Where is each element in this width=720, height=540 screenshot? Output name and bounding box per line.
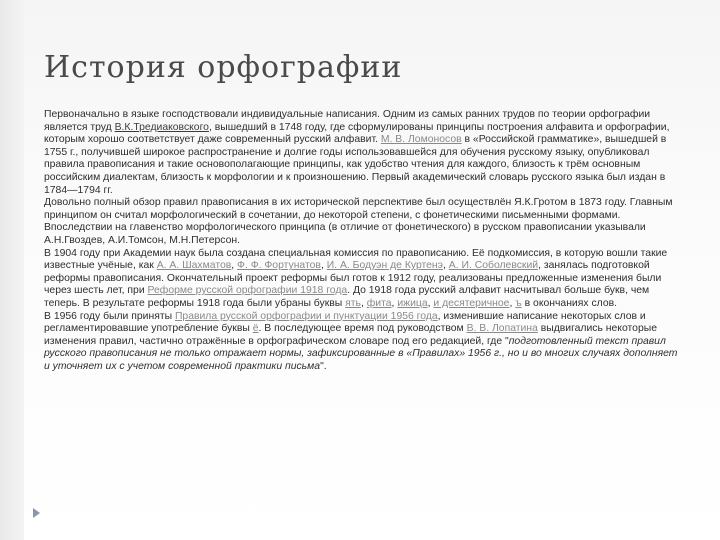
p3-sep-7: ,: [509, 297, 516, 309]
link-yat[interactable]: ять: [345, 297, 361, 309]
slide-left-bar: [0, 0, 24, 540]
p3-text-4: в окончаниях слов.: [521, 297, 618, 309]
p3-sep-5: ,: [391, 297, 398, 309]
p3-sep-3: ,: [442, 260, 449, 272]
p4-text-2: , изменившие написание некоторых слов и регламентировавшие употребление буквы: [44, 310, 646, 335]
link-yer[interactable]: ъ: [515, 297, 522, 309]
p4-text-1: В 1956 году были приняты: [44, 310, 175, 322]
p3-sep-1: ,: [231, 260, 238, 272]
link-trediakovsky[interactable]: В.К.Тредиаковского: [114, 121, 209, 133]
link-lomonosov[interactable]: М. В. Ломоносов: [380, 134, 462, 146]
slide-body: [44, 109, 684, 373]
link-reform-1918[interactable]: Реформе русской орфографии 1918 года: [147, 285, 348, 297]
next-slide-arrow-icon[interactable]: [33, 508, 40, 518]
link-shakhmatov[interactable]: А. А. Шахматов: [156, 260, 232, 272]
p1-text-1: Первоначально в языке господствовали индивидуальные написания. Одним из самых ранних трудов по теории орфографии является труд: [44, 109, 651, 133]
paragraph-3: [44, 248, 684, 311]
link-i-decimal[interactable]: и десятеричное: [433, 297, 510, 309]
p4-text-4: выдвигались некоторые изменения правил, частично отражённые в орфографическом словаре под его редакцией, где ": [44, 323, 657, 347]
p3-text-3: . До 1918 года русский алфавит насчитывал больше букв, чем теперь. В результате реформы 1918 года были убраны буквы: [44, 285, 650, 309]
link-fita[interactable]: фита: [366, 297, 392, 309]
link-letter-yo[interactable]: ё: [252, 323, 259, 335]
link-baudouin[interactable]: И. А. Бодуэн де Куртенэ: [326, 260, 443, 272]
slide-title: История орфографии: [44, 50, 403, 85]
link-lopatin[interactable]: В. В. Лопатина: [466, 323, 538, 335]
paragraph-4: [44, 311, 684, 374]
p3-sep-2: ,: [320, 260, 327, 272]
p1-text-2: , вышедший в 1748 году, где сформулированы принципы построения алфавита и орфографии, которым хорошо соответствует даже современный русский алфавит.: [44, 121, 670, 146]
p4-text-5: ".: [320, 360, 327, 372]
paragraph-1: [44, 109, 684, 197]
link-rules-1956[interactable]: Правила русской орфографии и пунктуации 1956 года: [174, 310, 438, 322]
p3-sep-6: ,: [427, 297, 434, 309]
link-izhitsa[interactable]: ижица: [397, 297, 428, 309]
quote-italic: подготовленный текст правил русского правописания не только отражает нормы, зафиксированные в «Правилах» 1956 г., но и во многих случаях дополняет и уточняет их с учетом современной практики письма: [44, 335, 678, 372]
p3-text-1: В 1904 году при Академии наук была создана специальная комиссия по правописанию. Её подкомиссия, в которую вошли такие известные учёные, как: [44, 247, 668, 272]
p3-sep-4: ,: [360, 297, 367, 309]
link-fortunatov[interactable]: Ф. Ф. Фортунатов: [237, 260, 321, 272]
link-sobolevsky[interactable]: А. И. Соболевский: [448, 260, 539, 272]
p1-text-3: в «Российской грамматике», вышедшей в 1755 г., получившей широкое распространение и долгие годы использовавшейся для обучения русскому языку, опубликовал правила правописания и такие основополагающие принципы, как удобство чтения для каждого, близость к трём основным российским диалектам, близость к морфологии и к произношению. Первый академический словарь русского языка был издан в 1784—1794 гг.: [44, 134, 667, 196]
p3-text-2: , занялась подготовкой реформы правописания. Окончательный проект реформы был готов к 1912 году, реализованы предложенные изменения были через шесть лет, при: [44, 260, 662, 297]
paragraph-2: Довольно полный обзор правил правописания в их исторической перспективе был осуществлён Я.К.Гротом в 1873 году. Главным принципом он считал морфологический в сочетании, до некоторой степени, с фонетическими письменными формами. Впоследствии на главенство морфологического принципа (в отличие от фонетического) в русском правописании указывали А.Н.Гвоздев, А.И.Томсон, М.Н.Петерсон.: [44, 197, 673, 246]
p4-text-3: . В последующее время под руководством: [258, 323, 467, 335]
